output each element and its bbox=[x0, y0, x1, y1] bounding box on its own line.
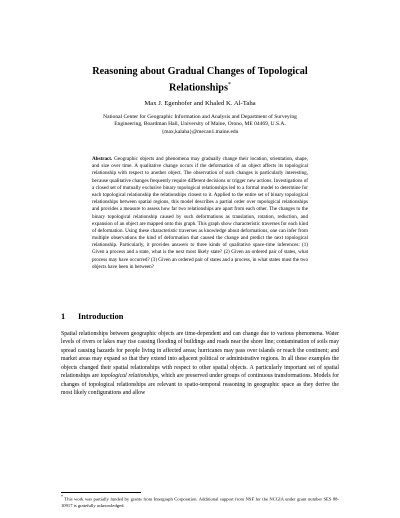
paper-authors: Max J. Egenhofer and Khaled K. Al-Taha bbox=[144, 100, 256, 107]
section-title: Introduction bbox=[78, 312, 124, 321]
paper-title bbox=[70, 66, 330, 94]
footnote-text: This work was partially funded by grants from Intergraph Corporation. Additional support from NSF for the NCGIA under grant number SES 88-10917 is gratefully acknowledged. bbox=[61, 496, 339, 508]
footnote-rule bbox=[61, 492, 141, 493]
paper-title-text: Reasoning about Gradual Changes of Topological Relationships bbox=[92, 66, 308, 93]
section-number: 1 bbox=[61, 312, 66, 321]
affiliation-line-2: Engineering, Boardman Hall, University of Maine, Orono, ME 04469, U.S.A. bbox=[114, 121, 286, 128]
intro-text-part1: Spatial relationships between geographic objects are time-dependent and can change due to various phenomena. Water levels of rivers or lakes may rise causing flooding of buildings and roads near the shore line; contamination of soils may spread causing hazards for people living in affected areas; hurricanes may pass over islands or reach the continent; and market areas may expand so that they extend into adjacent political or administrative regions. In all these examples the objects changed their spatial relationships with respect to other spatial objects. A particularly important set of spatial relationships are bbox=[61, 331, 339, 380]
paper-abstract bbox=[92, 156, 308, 271]
paper-affiliation bbox=[70, 114, 330, 136]
affiliation-email: {max,kalaha}@mecan1.maine.edu bbox=[161, 128, 239, 135]
abstract-label: Abstract. bbox=[92, 156, 113, 162]
section-heading bbox=[61, 312, 123, 322]
intro-emphasis: topological relationships bbox=[100, 373, 159, 380]
footnote bbox=[61, 494, 339, 509]
title-footnote-mark: * bbox=[227, 81, 231, 88]
intro-text-part2: , which are preserved under groups of continuous transformations. Models for changes of topological relationships are relevant to spatio-temporal reasoning in geographic space as they derive the most likely configurations and allow bbox=[61, 373, 340, 397]
introduction-paragraph bbox=[61, 330, 339, 398]
affiliation-line-1: National Center for Geographic Information and Analysis and Department of Surveying bbox=[103, 114, 297, 120]
footnote-mark: * bbox=[61, 494, 63, 499]
abstract-text: Geographic objects and phenomena may gradually change their location, orientation, shape, and size over time. A qualitative change occurs if the deformation of an object affects its topological relationship with respect to another object. The observation of such changes is particularly interesting, because qualitative changes frequently require different decisions or trigger new actions. Investigations of a closed set of mutually exclusive binary topological relationships led to a formal model to determine for each topological relationship the relationships closest to it. Applied to the entire set of binary topological relationships between spatial regions, this model describes a partial order over topological relationships and provides a measure to assess how far two relationships are apart from each other. The changes to the binary topological relationship caused by such deformations as translation, rotation, reduction, and expansion of an object are mapped onto this graph. This graph show characteristic traverses for each kind of deformation. Using these characteristic traverses as knowledge about deformations, one can infer from multiple observations the kind of deformation that caused the change and predict the next topological relationship. Particularly, it provides answers to three kinds of qualitative space-time inferences: (1) Given a process and a state, what is the next most likely state? (2) Given an ordered pair of states, what process may have occurred? (3) Given an ordered pair of states and a process, in what states must the two objects have been in between? bbox=[92, 156, 308, 270]
